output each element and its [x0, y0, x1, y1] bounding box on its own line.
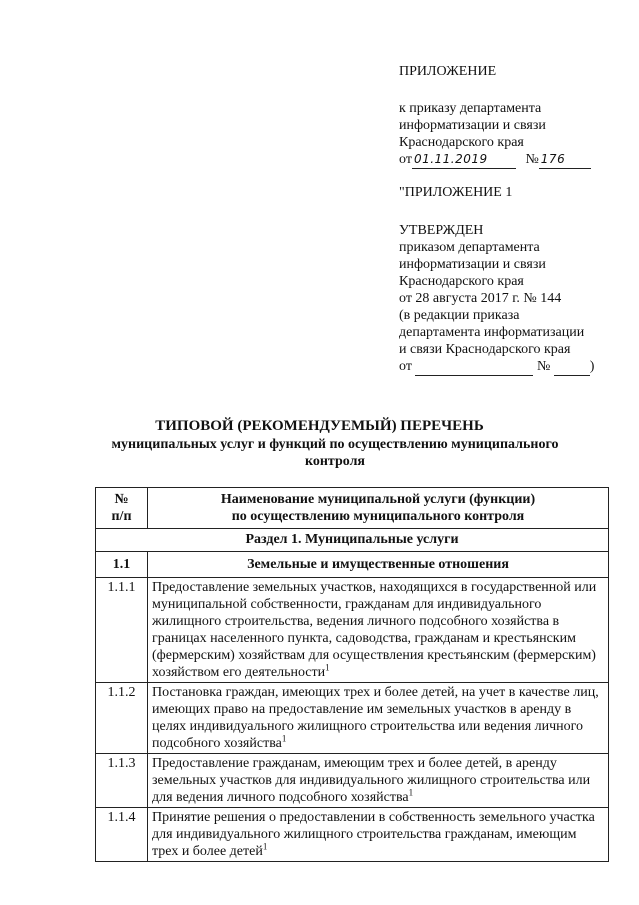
row-text-content: Постановка граждан, имеющих трех и более детей, на учет в качестве лиц, имеющих право на предоставление им земельных участков в аренду в целях индивидуального жилищного строительства или ведения личного подсобного хозяйства: [152, 685, 599, 751]
row-num: 1.1.3: [96, 754, 148, 808]
blank-number-line: [554, 358, 590, 376]
table-row: [96, 683, 609, 754]
appendix-line-2: информатизации и связи: [399, 118, 546, 133]
subsection-num: 1.1: [96, 552, 148, 578]
appendix-line-1: к приказу департамента: [399, 101, 542, 116]
row-text: [148, 808, 609, 862]
header-name-line-1: Наименование муниципальной услуги (функции): [220, 492, 536, 507]
subtitle-line-1: муниципальных услуг и функций по осуществлению муниципального: [111, 437, 559, 452]
header-name-cell: [148, 488, 609, 529]
approved-last-line: [399, 358, 594, 376]
approved-title: УТВЕРЖДЕН: [399, 223, 484, 238]
appendix-title: ПРИЛОЖЕНИЕ: [399, 64, 497, 79]
section-row: [96, 529, 609, 552]
approved-line-6: департамента информатизации: [399, 325, 585, 340]
header-num-cell: [96, 488, 148, 529]
approved-line-1: приказом департамента: [399, 240, 540, 255]
row-num: 1.1.4: [96, 808, 148, 862]
footnote-mark: 1: [281, 733, 287, 744]
row-num: 1.1.2: [96, 683, 148, 754]
document-title: ТИПОВОЙ (РЕКОМЕНДУЕМЫЙ) ПЕРЕЧЕНЬ: [155, 418, 484, 434]
row-text-content: Предоставление гражданам, имеющим трех и более детей, в аренду земельных участков для индивидуального жилищного строительства или для ведения личного подсобного хозяйства: [152, 756, 591, 805]
table-row: [96, 754, 609, 808]
services-table: [95, 487, 609, 862]
row-num: 1.1.1: [96, 578, 148, 683]
approved-line-7: и связи Краснодарского края: [399, 342, 571, 357]
subsection-row: [96, 552, 609, 578]
appendix-line-3: Краснодарского края: [399, 135, 524, 150]
table-header-row: [96, 488, 609, 529]
row-text: [148, 754, 609, 808]
header-name-line-2: по осуществлению муниципального контроля: [231, 509, 525, 524]
approved-from-prefix: от: [399, 359, 412, 374]
appendix-order-block: [399, 100, 591, 169]
approved-line-2: информатизации и связи: [399, 257, 546, 272]
appendix1-block: [399, 184, 512, 201]
table-row: [96, 578, 609, 683]
header-num-line-1: №: [114, 492, 129, 507]
subsection-name: Земельные и имущественные отношения: [148, 552, 609, 578]
footnote-mark: 1: [408, 787, 414, 798]
footnote-mark: 1: [325, 662, 330, 673]
approved-line-3: Краснодарского края: [399, 274, 524, 289]
number-prefix: №: [525, 152, 539, 167]
approved-line-4: от 28 августа 2017 г. № 144: [399, 291, 562, 306]
date-prefix: от: [399, 152, 412, 167]
header-num-line-2: п/п: [111, 509, 132, 524]
row-text: [148, 578, 609, 683]
document-subtitle: [100, 436, 570, 470]
approved-block: [399, 222, 594, 376]
approved-no-prefix: №: [536, 359, 551, 374]
blank-date-line: [415, 358, 533, 376]
row-text-content: Принятие решения о предоставлении в собственность земельного участка для индивидуального жилищного строительства гражданам, имеющим трех и более детей: [152, 810, 595, 859]
appendix1-title: "ПРИЛОЖЕНИЕ 1: [399, 185, 513, 200]
table-row: [96, 808, 609, 862]
row-text-content: Предоставление земельных участков, находящихся в государственной или муниципальной собственности, гражданам для индивидуального жилищного строительства, ведения личного подсобного хозяйства в границах населенного пункта, садоводства, гражданам и крестьянским (фермерским) хозяйствам для осуществления крестьянским (фермерским) хозяйством его деятельности: [152, 580, 597, 680]
appendix-block: [399, 63, 496, 80]
approved-closing-paren: ): [589, 359, 595, 374]
section-cell: Раздел 1. Муниципальные услуги: [96, 529, 609, 552]
handwritten-number: 176: [539, 151, 591, 169]
subtitle-line-2: контроля: [304, 454, 366, 469]
appendix-date-line: [399, 151, 591, 169]
handwritten-date: 01.11.2019: [412, 151, 516, 169]
approved-line-5: (в редакции приказа: [399, 308, 520, 323]
footnote-mark: 1: [262, 841, 268, 852]
row-text: [148, 683, 609, 754]
